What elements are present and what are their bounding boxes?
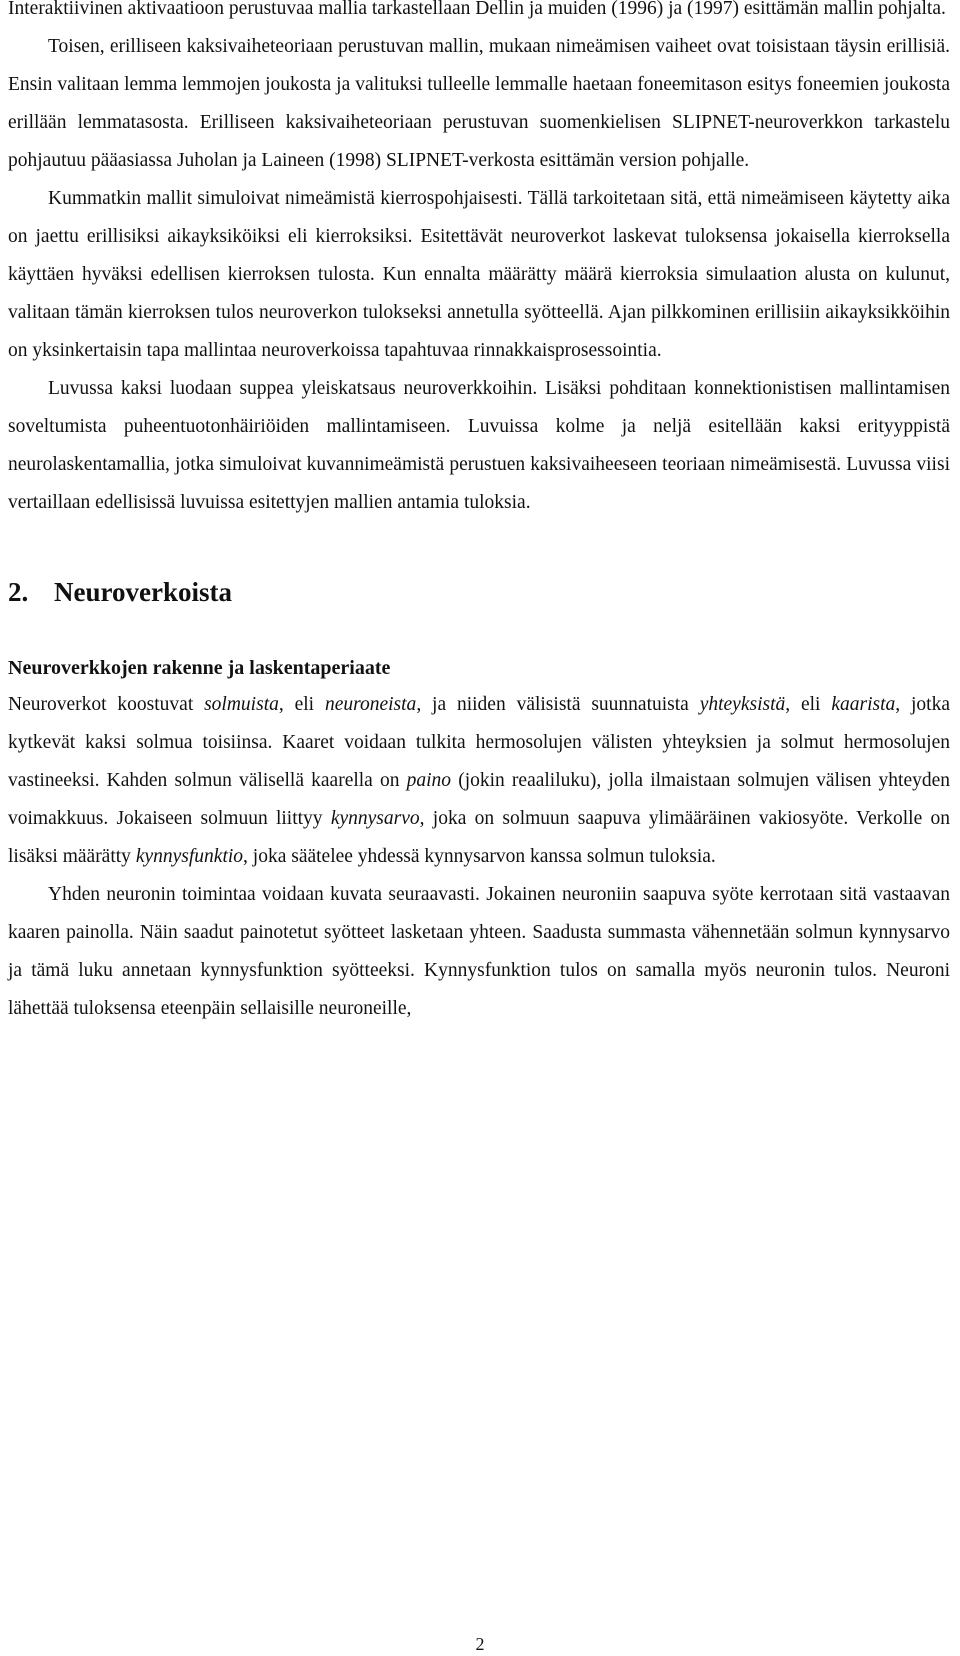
text-run: , eli	[278, 694, 325, 715]
term-paino: paino	[406, 770, 452, 791]
term-kaarista: kaarista	[831, 694, 896, 715]
text-run: , joka säätelee yhdessä kynnysarvon kanssa solmun tuloksia.	[243, 846, 716, 867]
paragraph-intro-3: Kummatkin mallit simuloivat nimeämistä kierrospohjaisesti. Tällä tarkoitetaan sitä, että nimeämiseen käytetty aika on jaettu erillisiksi aikayksiköiksi eli kierroksiksi. Esitettävät neuroverkot laskevat tuloksensa jokaisella kierroksella käyttäen hyväksi edellisen kierroksen tulosta. Kun ennalta määrätty määrä kierroksia simulaation alusta on kulunut, valitaan tämän kierroksen tulos neuroverkon tulokseksi annetulla syötteellä. Ajan pilkkominen erillisiin aikayksikköihin on yksinkertaisin tapa mallintaa neuroverkoissa tapahtuvaa rinnakkaisprosessointia.	[8, 188, 950, 361]
section-heading	[8, 562, 950, 622]
term-kynnysarvo: kynnysarvo	[330, 808, 420, 829]
section-spacer	[8, 522, 950, 562]
text-run: , jotka kytkevät kaksi solmua toisiinsa. Kaaret voidaan tulkita hermosolujen välisten yhteyksien ja solmut hermosolujen vastineeksi. Kahden solmun välisellä kaarella on	[8, 694, 950, 791]
paragraph-intro-2: Toisen, erilliseen kaksivaiheteoriaan perustuvan mallin, mukaan nimeämisen vaiheet ovat toisistaan täysin erillisiä. Ensin valitaan lemma lemmojen joukosta ja valituksi tulleelle lemmalle haetaan foneemitason esitys foneemien joukosta erillään lemmatasosta. Erilliseen kaksivaiheteoriaan perustuvan suomenkielisen SLIPNET-neuroverkkon tarkastelu pohjautuu pääasiassa Juholan ja Laineen (1998) SLIPNET-verkosta esittämän version pohjalle.	[8, 36, 950, 171]
subsection-heading: Neuroverkkojen rakenne ja laskentaperiaate	[8, 657, 391, 679]
text-run: (jokin reaaliluku), jolla ilmaistaan solmujen välisen yhteyden voimakkuus. Jokaiseen solmuun liittyy	[8, 770, 950, 829]
paragraph-neural-structure	[8, 686, 950, 876]
term-yhteyksista: yhteyksistä	[699, 694, 786, 715]
text-run: , ja niiden välisistä suunnatuista	[416, 694, 700, 715]
term-neuroneista: neuroneista	[324, 694, 417, 715]
section-number: 2.	[8, 577, 29, 607]
section-title: Neuroverkoista	[54, 577, 232, 607]
page-number: 2	[475, 1634, 485, 1654]
text-run: , eli	[785, 694, 832, 715]
paragraph-intro-4: Luvussa kaksi luodaan suppea yleiskatsaus neuroverkkoihin. Lisäksi pohditaan konnektionistisen mallintamisen soveltumista puheentuotonhäiriöiden mallintamiseen. Luvuissa kolme ja neljä esitellään kaksi erityyppistä neurolaskentamallia, jotka simuloivat kuvannimeämistä perustuen kaksivaiheeseen teoriaan nimeämisestä. Luvussa viisi vertaillaan edellisissä luvuissa esitettyjen mallien antamia tuloksia.	[8, 378, 950, 513]
paragraph-neuron-function: Yhden neuronin toimintaa voidaan kuvata seuraavasti. Jokainen neuroniin saapuva syöte kerrotaan sitä vastaavan kaaren painolla. Näin saadut painotetut syötteet lasketaan yhteen. Saadusta summasta vähennetään solmun kynnysarvo ja tämä luku annetaan kynnysfunktion syötteeksi. Kynnysfunktion tulos on samalla myös neuronin tulos. Neuroni lähettää tuloksensa eteenpäin sellaisille neuroneille,	[8, 884, 950, 1019]
text-run: , joka on solmuun saapuva ylimääräinen vakiosyöte. Verkolle on lisäksi määrätty	[8, 808, 951, 867]
text-run: Neuroverkot koostuvat	[8, 694, 205, 715]
term-kynnysfunktio: kynnysfunktio	[135, 846, 244, 867]
paragraph-intro-1: Interaktiivinen aktivaatioon perustuvaa mallia tarkastellaan Dellin ja muiden (1996) ja (1997) esittämän mallin pohjalta.	[8, 0, 946, 19]
term-solmuista: solmuista	[204, 694, 279, 715]
